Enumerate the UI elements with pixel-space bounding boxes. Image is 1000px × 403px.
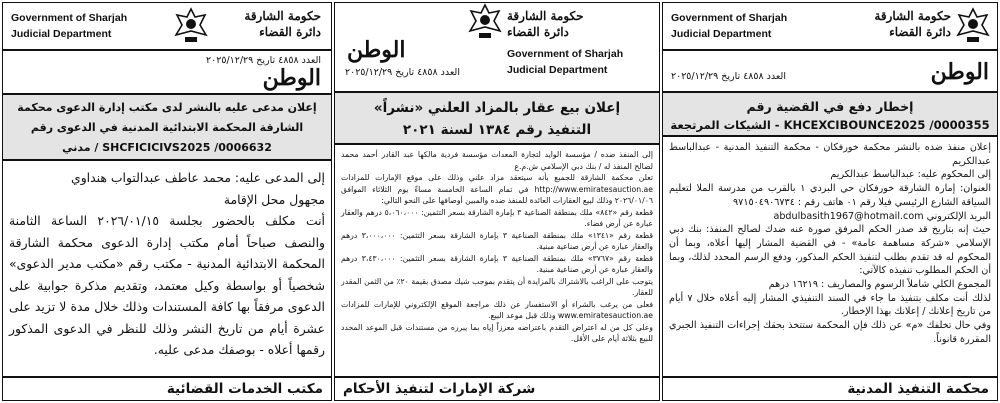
dept-name-en: Judicial Department	[11, 28, 112, 40]
paragraph: إلى المدعى عليه: محمد عاطف عبدالتواب هنداوي	[71, 170, 325, 185]
notice-title-line2: KHCEXCIBOUNCE2025 /0000355 - الشيكات المرتجعة	[670, 118, 990, 132]
paper-name: الوطن	[930, 59, 989, 85]
notice-title-line2: التنفيذ رقم ١٣٨٤ لسنة ٢٠٢١	[402, 122, 592, 138]
issue-number: العدد ٤٨٥٨ تاريخ ٢٠٢٥/١٢/٢٩	[671, 71, 786, 82]
paper-name: الوطن	[262, 65, 321, 91]
notice-property-auction	[334, 2, 660, 401]
paragraph: يتوجب على الراغب بالاشتراك بالمزايدة أن يتقدم بموجب شيك مصدق بقيمة ٢٠٪ من الثمن المقدر للعقار.	[341, 276, 653, 297]
paragraph: إلى المنفذ ضده / مؤسسة الوايد لتجارة المعدات مؤسسة فردية مالكها عبد القادر أحمد محمد لصالح المنفذ له / بنك دبي الإسلامي ش.م.ع	[341, 150, 653, 171]
dept-name-ar: دائرة القضاء	[259, 25, 321, 39]
paragraph: وفي حال تخلفك «م» عن ذلك فإن المحكمة ستتخذ بحقك إجراءات التنفيذ الجبري المقررة قانوناً.	[669, 320, 991, 345]
header-rule	[3, 49, 331, 51]
header-rule	[663, 49, 997, 51]
notice-body	[9, 167, 325, 361]
sharjah-emblem-icon	[173, 7, 209, 45]
paragraph: أنت مكلف بالحضور بجلسة ٢٠٢٦/٠١/١٥ الساعة الثامنة والنصف صباحاً أمام مكتب إدارة الدعوى محكمة الشارقة المحكمة الابتدائية المدنية - مكتب رقم «مكتب مدير الدعوى» شخصياً أو بواسطة وكيل معتمد، وتقديم مذكرة جوابية على الدعوى مرفقاً بها كافة المستندات وذلك خلال مدة لا تزيد على عشرة أيام من تاريخ النشر وذلك للنظر في الدعوى المذكور رقمها أعلاه - بوصفك مدعى عليه.	[9, 213, 326, 357]
paragraph: تعلن محكمة الشارقة للجميع بأنه سيتعقد مزاد علني وذلك على موقع الإمارات للمزادات http://www.emiratesauction.ae في تمام الساعة الخامسة مساءً يوم الثلاثاء الموافق ٢٠٢٦/٠١/٠٦ وذلك لبيع العقارات العائدة للمنفذ ضده والمبين أوصافها على النحو التالي:	[341, 173, 653, 205]
notice-title-line1: إعلان مدعى عليه بالنشر لدى مكتب إدارة الدعوى محكمة	[17, 101, 317, 114]
notice-signature: محكمة التنفيذ المدنية	[663, 376, 997, 400]
notice-title-line1: إعلان بيع عقار بالمزاد العلني «نشراً»	[373, 100, 621, 116]
paragraph: مجهول محل الإقامة	[223, 191, 325, 207]
notice-header	[3, 3, 331, 91]
dept-name-en: Judicial Department	[507, 64, 608, 76]
paragraph: إعلان منفذ ضده بالنشر محكمة خورفكان - محكمة التنفيذ المدنية - عبدالباسط عبدالكريم	[669, 142, 991, 167]
notice-signature: شركة الإمارات لتنفيذ الأحكام	[335, 376, 659, 400]
notice-header	[335, 3, 659, 91]
paragraph: قطعة رقم «٨٤٢» ملك بمنطقة الصناعية ٣ بإمارة الشارقة بسعر التثمين: ٥،٠٦٠،٠٠٠ درهم والعقار عبارة عن أرض فضاء.	[341, 207, 653, 228]
paragraph: قطعة رقم «٣٧٦٧» ملك بمنطقة الصناعية ٣ بإمارة الشارقة بسعر التثمين: ٣،٤٣٠،٠٠٠ درهم والعقار عبارة عن أرض صناعية مبنية.	[341, 253, 654, 274]
notice-title	[3, 93, 331, 161]
notice-title-line2: الشارقة المحكمة الابتدائية المدنية في الدعوى رقم	[30, 121, 304, 134]
notice-body	[669, 141, 991, 347]
sharjah-emblem-icon	[467, 3, 503, 41]
gov-name-ar: حكومة الشارقة	[244, 9, 321, 23]
notice-body	[341, 149, 653, 345]
gov-name-ar: حكومة الشارقة	[874, 9, 951, 23]
gov-name-en: Government of Sharjah	[11, 12, 128, 24]
paragraph: حيث إنه بتاريخ قد صدر الحكم المرفق صورة عنه ضدك لصالح المنفذ: بنك دبي الإسلامي «شركة مساهمة عامة» - في القضية المشار إليها أعلاه، وبما أن المحكوم له قد تقدم بطلب لتنفيذ الحكم المذكور، ودفع الرسم المحدد لذلك، وبما أن الحكم المطلوب تنفيذه كالآتي:	[669, 224, 991, 277]
notice-signature: مكتب الخدمات القضائية	[3, 376, 331, 400]
notice-title-line1: إخطار دفع في القضية رقم	[746, 99, 914, 114]
dept-name-en: Judicial Department	[671, 28, 772, 40]
paragraph: البريد الإلكتروني abdulbasith1967@hotmail.com	[773, 210, 991, 222]
dept-name-ar: دائرة القضاء	[889, 25, 951, 39]
gov-name-ar: حكومة الشارقة	[507, 9, 584, 23]
dept-name-ar: دائرة القضاء	[507, 25, 569, 39]
gov-name-en: Government of Sharjah	[671, 12, 788, 24]
paragraph: فعلى من يرغب بالشراء أو الاستفسار عن ذلك مراجعة الموقع الإلكتروني للإمارات للمزادات www.emiratesauction.ae وذلك قبل موعد البيع.	[341, 299, 653, 320]
notice-header	[663, 3, 997, 91]
notice-payment-order	[662, 2, 998, 401]
paragraph: قطعة رقم «١٣٤١» ملك بمنطقة الصناعية ٣ بإمارة الشارقة بسعر التثمين: ٣،٠٠٠،٠٠٠ درهم والعقار عبارة عن أرض صناعية مبنية.	[341, 230, 654, 251]
notice-title	[663, 91, 997, 137]
issue-number: العدد ٤٨٥٨ تاريخ ٢٠٢٥/١٢/٢٩	[345, 67, 460, 78]
paragraph: وعلى كل من له اعتراض التقدم باعتراضه معززاً إياه بما يبرره من مستندات قبل الموعد المحدد للبيع بثلاثة أيام على الأقل.	[341, 322, 653, 343]
gov-name-en: Government of Sharjah	[507, 48, 624, 60]
paragraph: لذلك أنت مكلف بتنفيذ ما جاء في السند التنفيذي المشار إليه أعلاه خلال ٧ أيام من تاريخ إعلانك / إعلانك بهذا الإخطار.	[669, 292, 991, 318]
notice-title	[335, 91, 659, 145]
notice-title-line3: SHCFICICIVS2025 /0006632 / مدني	[62, 141, 272, 154]
notice-defendant-summons	[2, 2, 332, 401]
issue-number: العدد ٤٨٥٨ تاريخ ٢٠٢٥/١٢/٢٩	[206, 55, 321, 66]
paragraph: إلى المحكوم عليه: عبدالباسط عبدالكريم	[830, 169, 991, 181]
paragraph: العنوان: إمارة الشارقة خورفكان حي البردي ١ بالقرب من مدرسة الملا لتعليم السياقة الشارع الرئيسي فيلا رقم ٠١ هاتف رقم : ٩٧١٥٠٤٩٠٦٧٣٤	[669, 183, 991, 208]
sharjah-emblem-icon	[955, 7, 991, 45]
paper-name: الوطن	[347, 37, 406, 63]
paragraph: المجموع الكلي شاملاً الرسوم والمصاريف : ١٦٢١٩ درهم	[768, 279, 991, 291]
